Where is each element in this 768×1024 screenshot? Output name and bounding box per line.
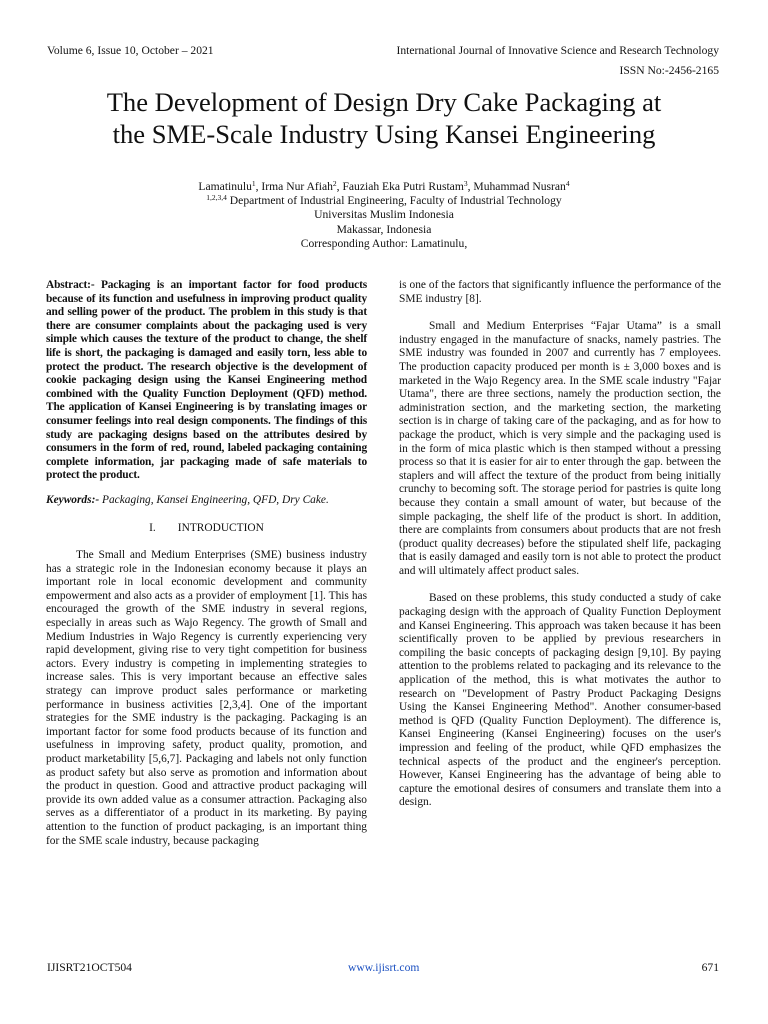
- university-name: Universitas Muslim Indonesia: [314, 208, 454, 222]
- author-affiliation-mark: 3: [463, 179, 468, 188]
- issn-label: ISSN No:-2456-2165: [619, 64, 719, 77]
- keywords-text: Packaging, Kansei Engineering, QFD, Dry Cake.: [99, 493, 329, 506]
- author-affiliation-mark: 2: [332, 179, 337, 188]
- author-name: , Irma Nur Afiah: [255, 180, 333, 193]
- right-column: [399, 279, 721, 810]
- intro-paragraph-continued: is one of the factors that significantly influence the performance of the SME industry [8].: [399, 279, 721, 305]
- author-block: [120, 180, 648, 251]
- intro-paragraph: The Small and Medium Enterprises (SME) business industry has a strategic role in the Indonesian economy because it plays an important role in local economic development and community empowerment and also acts as a provider of employment [1]. This has encouraged the growth of the SME industry in several regions, especially in areas such as Wajo Regency. The growth of Small and Medium Industries in Wajo Regency is currently experiencing very rapid development, giving rise to very tight competition for business actors. Every industry is competing in implementing strategies to increase sales. This is very important because an effective sales strategy can improve product sales performance or marketing performance in business activities [2,3,4]. One of the important strategies for the SME industry is the packaging. Packaging is an important factor for some food products because of its function and usefulness in improving safety, product quality, promotion, and product marketability [5,6,7]. Packaging and labels not only function as product safety but also serve as promotion and information about the product in question. Good and attractive product packaging will provide its own added value as a consumer attraction. Packaging also serves as a differentiator of a product in its marketing. By paying attention to the function of product packaging, is an important thing for the SME scale industry, because packaging: [46, 549, 367, 847]
- journal-name: International Journal of Innovative Science and Research Technology: [396, 44, 719, 57]
- study-approach-paragraph: Based on these problems, this study conducted a study of cake packaging design with the approach of Quality Function Deployment and Kansei Engineering. This approach was taken because it has been scientifically proven to be applied by previous researchers in compiling the basic concepts of packaging design [9,10]. By paying attention to the problems related to packaging and its relevance to the application of the method, this is what motivates the author to research on "Development of Pastry Product Packaging Designs Using the Kansei Engineering Method". Another consumer-based method is QFD (Quality Function Deployment). The difference is, Kansei Engineering (Kansei Engineering) focuses on the user's impression and feeling of the product, while QFD emphasizes the technical aspects of the product and the engineer's perception. However, Kansei Engineering has the advantage of being able to capture the emotional desires of consumers and translate them into a design.: [399, 592, 721, 809]
- title-line-1: The Development of Design Dry Cake Packaging at: [106, 87, 662, 117]
- author-name: Lamatinulu: [198, 180, 252, 193]
- section-heading-introduction: [46, 522, 367, 536]
- page-number: 671: [701, 961, 719, 974]
- corresponding-author: Corresponding Author: Lamatinulu,: [300, 236, 468, 250]
- title-line-2: the SME-Scale Industry Using Kansei Engineering: [112, 119, 656, 149]
- article-code: IJISRT21OCT504: [47, 961, 132, 974]
- author-affiliation-mark: 4: [565, 179, 570, 188]
- author-name: , Muhammad Nusran: [467, 180, 566, 193]
- keywords: [46, 494, 367, 508]
- volume-issue-label: Volume 6, Issue 10, October – 2021: [47, 44, 214, 57]
- city-name: Makassar, Indonesia: [336, 222, 432, 236]
- section-title: INTRODUCTION: [177, 521, 264, 534]
- section-number: I.: [149, 521, 156, 534]
- author-list: [120, 180, 648, 194]
- department-affiliation-mark: 1,2,3,4: [206, 193, 227, 203]
- fajar-utama-paragraph: Small and Medium Enterprises “Fajar Utama” is a small industry engaged in the manufacture of snacks, namely pastries. The SME industry was founded in 2007 and currently has 7 employees. The production capacity produced per month is ± 3,000 boxes and is marketed in the Wajo Regency area. In the SME scale industry "Fajar Utama", there are three sections, namely the production section, the administration section, and the marketing section, the marketing section is in charge of taking care of the packaging, and as for how to package the product, which is very simple and the packaging used is in the form of mica plastic which is then stamped without a pressing process so that it is easier for air to enter through the gap. between the staplers and will affect the texture of the product from being initially crunchy to becoming soft. The storage period for pastries is quite long because they contain a small amount of water, but because of the simple packaging, the shelf life of the product is short. In addition, there are complaints from consumers about products that are not fresh (product quality decreases) before the stipulated shelf life, packaging that is easily damaged and easily torn is not able to protect the product and will ultimately affect product sales.: [399, 320, 721, 577]
- keywords-label: Keywords:-: [46, 493, 100, 506]
- paper-title: [40, 86, 728, 150]
- abstract: Abstract:- Packaging is an important factor for food products because of its function and usefulness in improving product quality and selling power of the product. The problem in this study is that there are consumer complaints about the packaging used is very simple which causes the texture of the product to change, the shelf life is short, the packaging is damaged and easily torn, less able to protect the product. The research objective is the development of cookie packaging design using the Kansei Engineering method combined with the Quality Function Deployment (QFD) method. The application of Kansei Engineering is by translating images or consumer feelings into real design components. The findings of this study are packaging designs based on the attributes desired by consumers in the form of red, round, labeled packaging containing complete information, jar packaging made of safe materials to protect the product.: [46, 279, 367, 482]
- left-column: [46, 279, 367, 848]
- author-name: , Fauziah Eka Putri Rustam: [336, 180, 464, 193]
- department-name: Department of Industrial Engineering, Faculty of Industrial Technology: [226, 194, 562, 208]
- department-line: [120, 194, 648, 208]
- journal-website-link[interactable]: www.ijisrt.com: [348, 961, 420, 974]
- author-affiliation-mark: 1: [251, 179, 256, 188]
